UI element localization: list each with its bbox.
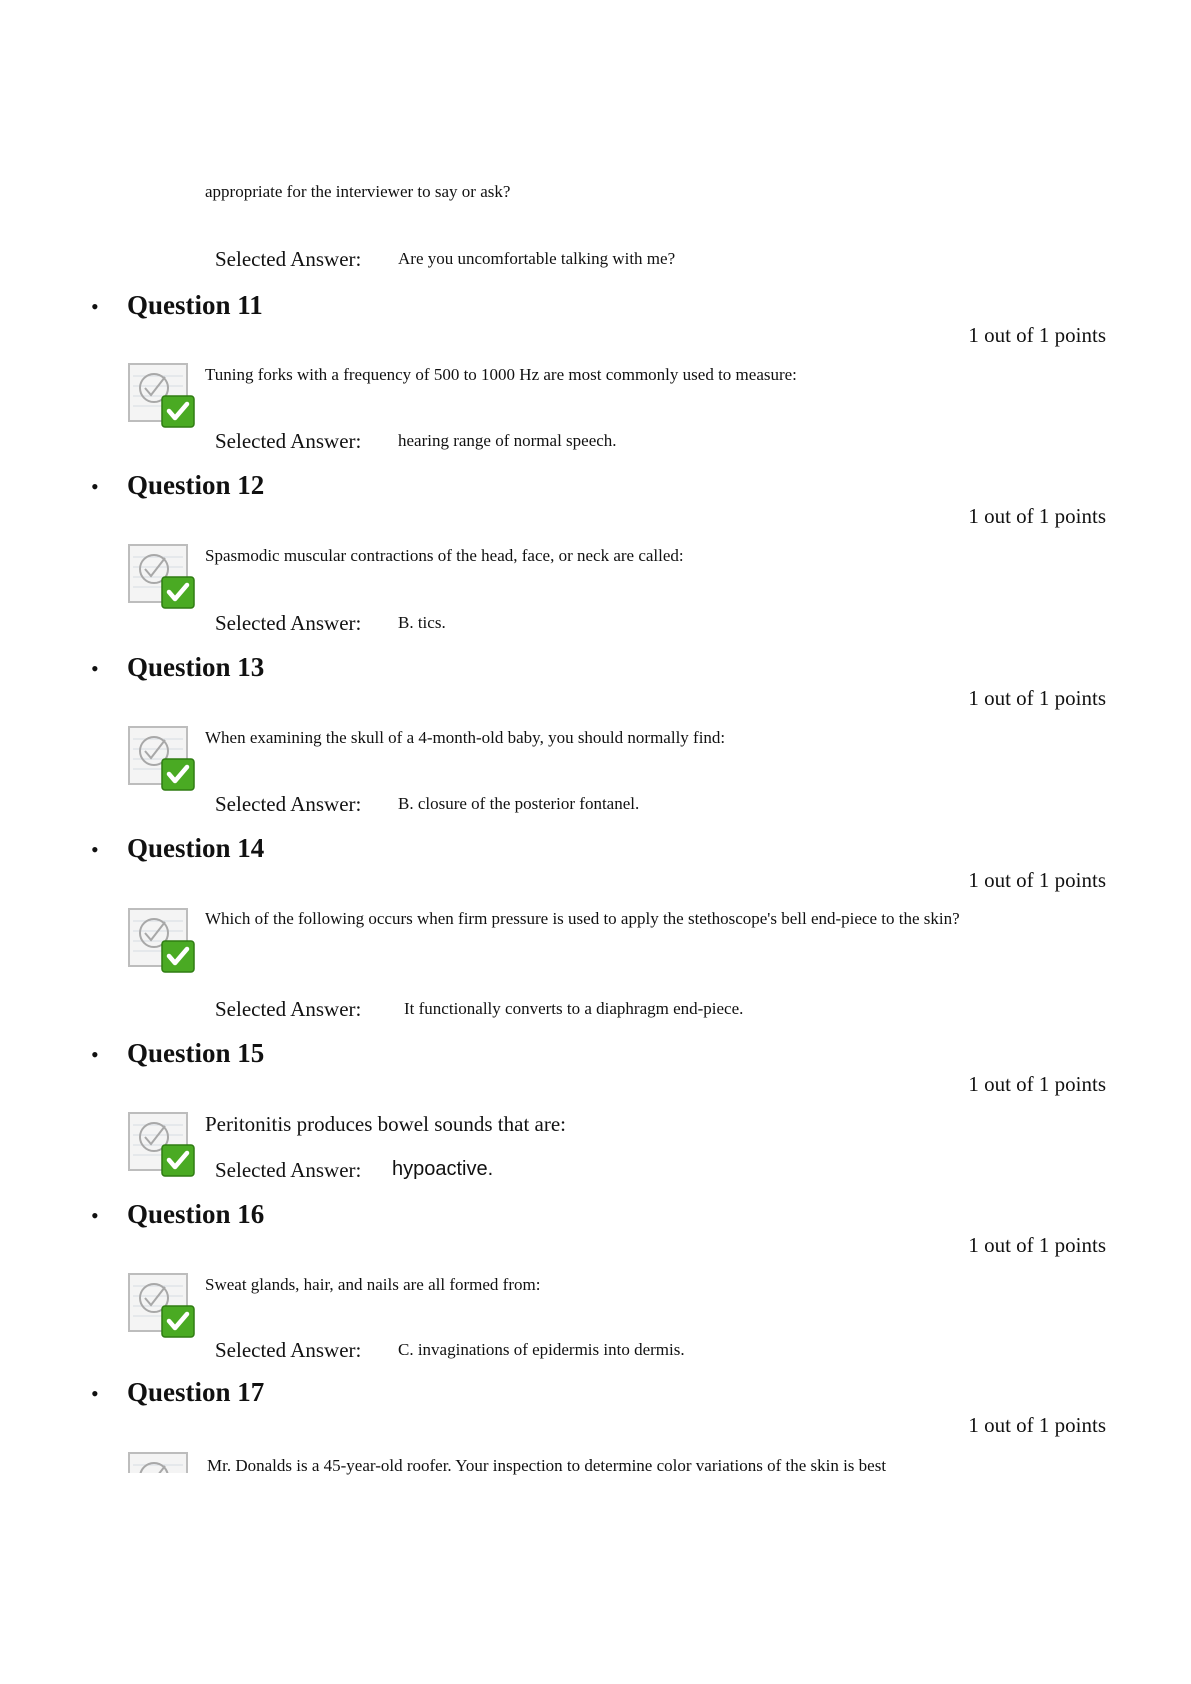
correct-check-icon <box>127 725 197 793</box>
question-title: Question 11 <box>127 290 263 320</box>
question-title: Question 14 <box>127 833 265 863</box>
selected-answer-value: hypoactive. <box>392 1158 494 1180</box>
question-text: Spasmodic muscular contractions of the head, face, or neck are called: <box>205 546 684 565</box>
selected-answer-label: Selected Answer: <box>215 429 362 453</box>
selected-answer-label: Selected Answer: <box>215 1158 362 1182</box>
correct-check-icon <box>127 907 197 975</box>
list-bullet: • <box>91 837 99 862</box>
correct-check-icon <box>127 362 197 430</box>
list-bullet: • <box>91 294 99 319</box>
selected-answer-value: Are you uncomfortable talking with me? <box>398 249 676 268</box>
selected-answer-value: B. tics. <box>398 613 446 632</box>
question-text: When examining the skull of a 4-month-old baby, you should normally find: <box>205 728 726 747</box>
question-text: Tuning forks with a frequency of 500 to 1000 Hz are most commonly used to measure: <box>205 365 797 384</box>
selected-answer-label: Selected Answer: <box>215 997 362 1021</box>
question-points: 1 out of 1 points <box>968 686 1106 710</box>
question-title: Question 13 <box>127 652 265 682</box>
question-points: 1 out of 1 points <box>968 1413 1106 1437</box>
selected-answer-value: It functionally converts to a diaphragm end-piece. <box>404 999 744 1018</box>
question-10-text-continued: appropriate for the interviewer to say or ask? <box>205 182 511 201</box>
question-text: Which of the following occurs when firm pressure is used to apply the stethoscope's bell end-piece to the skin? <box>205 909 960 928</box>
question-points: 1 out of 1 points <box>968 868 1106 892</box>
question-text: Sweat glands, hair, and nails are all formed from: <box>205 1275 541 1294</box>
list-bullet: • <box>91 1381 99 1406</box>
correct-check-icon <box>127 1272 197 1340</box>
question-points: 1 out of 1 points <box>968 1072 1106 1096</box>
question-points: 1 out of 1 points <box>968 504 1106 528</box>
selected-answer-label: Selected Answer: <box>215 611 362 635</box>
correct-check-icon <box>127 1111 197 1179</box>
selected-answer-label: Selected Answer: <box>215 247 362 271</box>
question-title: Question 17 <box>127 1377 265 1407</box>
selected-answer-label: Selected Answer: <box>215 1338 362 1362</box>
correct-check-icon <box>127 1451 197 1473</box>
selected-answer-value: B. closure of the posterior fontanel. <box>398 794 640 813</box>
question-text: Peritonitis produces bowel sounds that are: <box>205 1112 567 1136</box>
question-title: Question 12 <box>127 470 265 500</box>
question-points: 1 out of 1 points <box>968 1233 1106 1257</box>
list-bullet: • <box>91 1042 99 1067</box>
list-bullet: • <box>91 474 99 499</box>
correct-check-icon <box>127 543 197 611</box>
list-bullet: • <box>91 656 99 681</box>
question-points: 1 out of 1 points <box>968 323 1106 347</box>
selected-answer-label: Selected Answer: <box>215 792 362 816</box>
question-text: Mr. Donalds is a 45-year-old roofer. Your inspection to determine color variations of the skin is best <box>207 1456 887 1475</box>
question-title: Question 16 <box>127 1199 265 1229</box>
list-bullet: • <box>91 1203 99 1228</box>
selected-answer-value: C. invaginations of epidermis into dermis. <box>398 1340 685 1359</box>
selected-answer-value: hearing range of normal speech. <box>398 431 617 450</box>
question-title: Question 15 <box>127 1038 265 1068</box>
